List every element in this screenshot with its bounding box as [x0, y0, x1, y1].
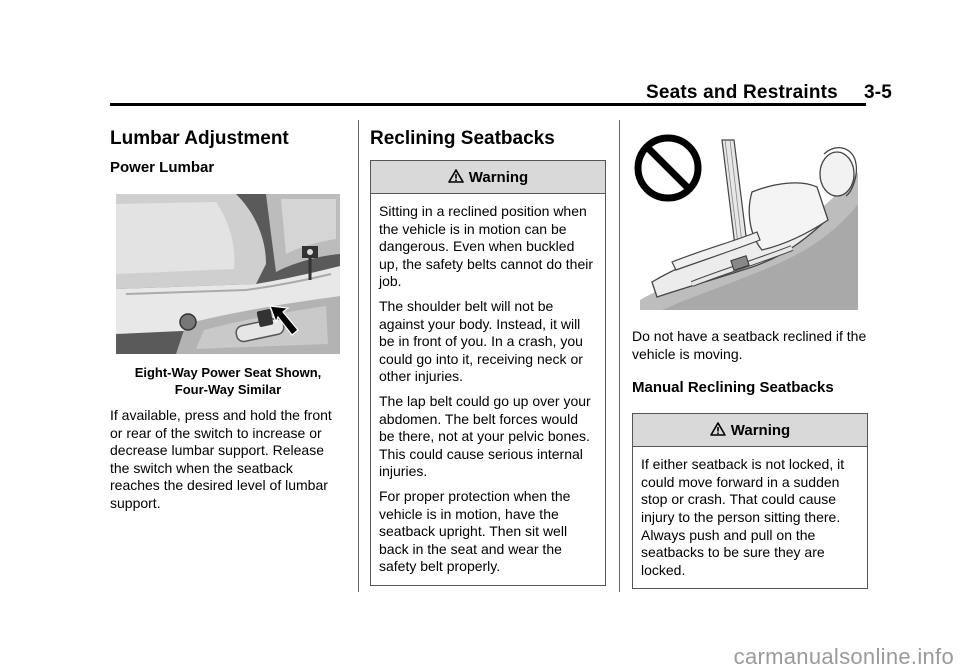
reclined-occupant-figure	[632, 132, 868, 310]
warning-paragraph: For proper protection when the vehicle is in motion, have the seatback upright. Then sit well back in the seat and wear the safety belt properly.	[379, 487, 571, 575]
watermark: carmanualsonline.info	[733, 644, 954, 669]
lumbar-instructions: If available, press and hold the front or rear of the switch to increase or decrease lumbar support. Release the switch when the seatback reaches the desired level of lumbar support.	[110, 407, 332, 511]
left-column	[110, 126, 346, 513]
power-seat-figure	[116, 194, 346, 354]
caption-line-1: Eight-Way Power Seat Shown,	[134, 365, 322, 380]
warning-paragraph: If either seatback is not locked, it could move forward in a sudden stop or crash. That could cause injury to the person sitting there. Always push and pull on the seatbacks to be sure they are locked.	[641, 456, 845, 578]
manual-reclining-subheading: Manual Reclining Seatbacks	[632, 379, 834, 397]
page-header	[646, 82, 892, 104]
column-divider-2	[619, 120, 620, 592]
recline-caution-text: Do not have a seatback reclined if the vehicle is moving.	[632, 328, 867, 362]
power-seat-switch-illustration	[116, 194, 340, 354]
warning-symbol-icon	[710, 422, 726, 438]
warning-body	[371, 194, 605, 585]
warning-symbol-icon	[448, 169, 464, 185]
warning-title: Warning	[468, 168, 529, 186]
warning-paragraph: The shoulder belt will not be against your body. Instead, it will be in front of you. In a crash, you could go into it, receiving neck or other injuries.	[379, 297, 583, 385]
warning-paragraph: The lap belt could go up over your abdomen. The belt forces would be there, not at your pelvic bones. This could cause serious internal injuries.	[379, 392, 591, 480]
warning-title: Warning	[730, 421, 791, 439]
lumbar-adjustment-heading: Lumbar Adjustment	[110, 128, 289, 149]
warning-paragraph: Sitting in a reclined position when the vehicle is in motion can be dangerous. Even when buckled up, the safety belts cannot do their job.	[379, 203, 594, 290]
reclining-seatbacks-heading: Reclining Seatbacks	[370, 128, 555, 149]
figure-caption	[110, 364, 346, 398]
warning-header	[371, 161, 605, 194]
reclined-occupant-prohibited-illustration	[632, 132, 858, 310]
warning-body	[633, 447, 867, 588]
right-column	[632, 132, 868, 589]
warning-box-reclining	[370, 160, 606, 586]
section-title: Seats and Restraints	[645, 82, 838, 103]
warning-header	[633, 414, 867, 447]
warning-box-manual-reclining	[632, 413, 868, 589]
page-number: 3-5	[863, 82, 892, 103]
middle-column	[370, 126, 606, 586]
caption-line-2: Four-Way Similar	[174, 382, 282, 397]
header-rule	[110, 103, 866, 106]
power-lumbar-subheading: Power Lumbar	[110, 159, 215, 176]
column-divider-1	[358, 120, 359, 592]
